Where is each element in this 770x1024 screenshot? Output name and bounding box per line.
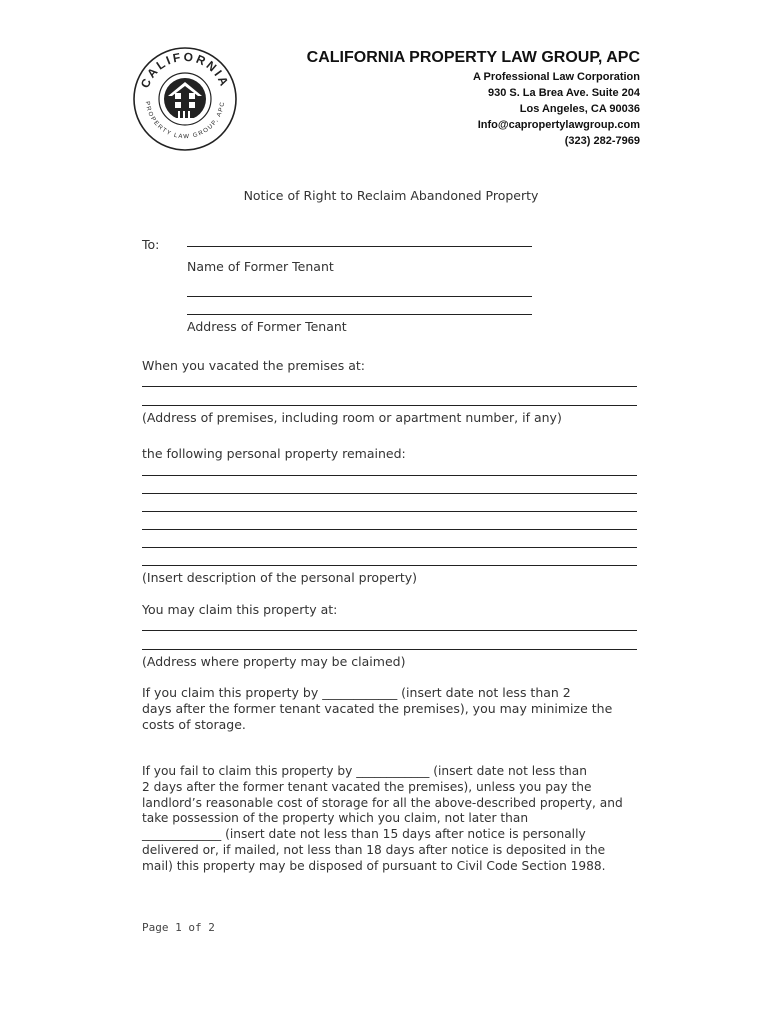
paragraph-line: 2 days after the former tenant vacated the premises), unless you pay the bbox=[142, 779, 592, 794]
firm-email: Info@capropertylawgroup.com bbox=[477, 119, 640, 131]
paragraph-line: _____________ (insert date not less than 15 days after notice is personally bbox=[142, 827, 586, 842]
paragraph-line: days after the former tenant vacated the premises), you may minimize the bbox=[142, 701, 613, 716]
document-title: Notice of Right to Reclaim Abandoned Property bbox=[243, 188, 539, 203]
property-line-1 bbox=[142, 475, 637, 476]
tenant-address-caption: Address of Former Tenant bbox=[187, 319, 347, 334]
paragraph-line: delivered or, if mailed, not less than 18 days after notice is deposited in the bbox=[142, 842, 606, 857]
paragraph-line: If you fail to claim this property by ____________ (insert date not less than bbox=[142, 764, 587, 778]
paragraph-line: If you claim this property by ____________ (insert date not less than 2 bbox=[142, 685, 571, 700]
firm-contact bbox=[473, 69, 640, 149]
to-label: To: bbox=[142, 237, 160, 252]
tenant-name-line bbox=[187, 246, 532, 247]
claim-paragraph bbox=[142, 685, 639, 733]
vacated-label: When you vacated the premises at: bbox=[142, 358, 365, 373]
tenant-name-caption: Name of Former Tenant bbox=[187, 259, 334, 274]
property-line-2 bbox=[142, 493, 637, 494]
firm-city: Los Angeles, CA 90036 bbox=[519, 103, 640, 115]
claim-at-caption: (Address where property may be claimed) bbox=[142, 654, 406, 669]
property-label: the following personal property remained: bbox=[142, 446, 406, 461]
premises-caption: (Address of premises, including room or apartment number, if any) bbox=[142, 410, 562, 425]
firm-street: 930 S. La Brea Ave. Suite 204 bbox=[487, 87, 640, 99]
firm-phone: (323) 282-7969 bbox=[564, 135, 640, 147]
property-line-3 bbox=[142, 511, 637, 512]
tenant-address-line-2 bbox=[187, 314, 532, 315]
firm-name: CALIFORNIA PROPERTY LAW GROUP, APC bbox=[306, 49, 640, 66]
paragraph-line: costs of storage. bbox=[142, 717, 246, 732]
building-icon bbox=[164, 78, 206, 120]
claim-address-line-2 bbox=[142, 649, 637, 650]
paragraph-line: landlord’s reasonable cost of storage for all the above-described property, and bbox=[142, 795, 623, 810]
property-line-5 bbox=[142, 547, 637, 548]
premises-line-2 bbox=[142, 405, 637, 406]
premises-line-1 bbox=[142, 386, 637, 387]
property-line-6 bbox=[142, 565, 637, 566]
logo-arc-bottom: PROPERTY LAW GROUP, APC bbox=[143, 100, 227, 141]
paragraph-line: mail) this property may be disposed of pursuant to Civil Code Section 1988. bbox=[142, 858, 606, 873]
firm-logo bbox=[132, 46, 238, 152]
page-number: Page 1 of 2 bbox=[142, 921, 215, 934]
logo-arc-top: CALIFORNIA bbox=[137, 49, 233, 91]
firm-tagline: A Professional Law Corporation bbox=[472, 71, 640, 83]
paragraph-line: take possession of the property which you claim, not later than bbox=[142, 811, 529, 826]
claim-at-label: You may claim this property at: bbox=[142, 602, 338, 617]
property-line-4 bbox=[142, 529, 637, 530]
disposal-paragraph bbox=[142, 764, 639, 875]
claim-address-line-1 bbox=[142, 630, 637, 631]
tenant-address-line-1 bbox=[187, 296, 532, 297]
property-caption: (Insert description of the personal property) bbox=[142, 570, 418, 585]
